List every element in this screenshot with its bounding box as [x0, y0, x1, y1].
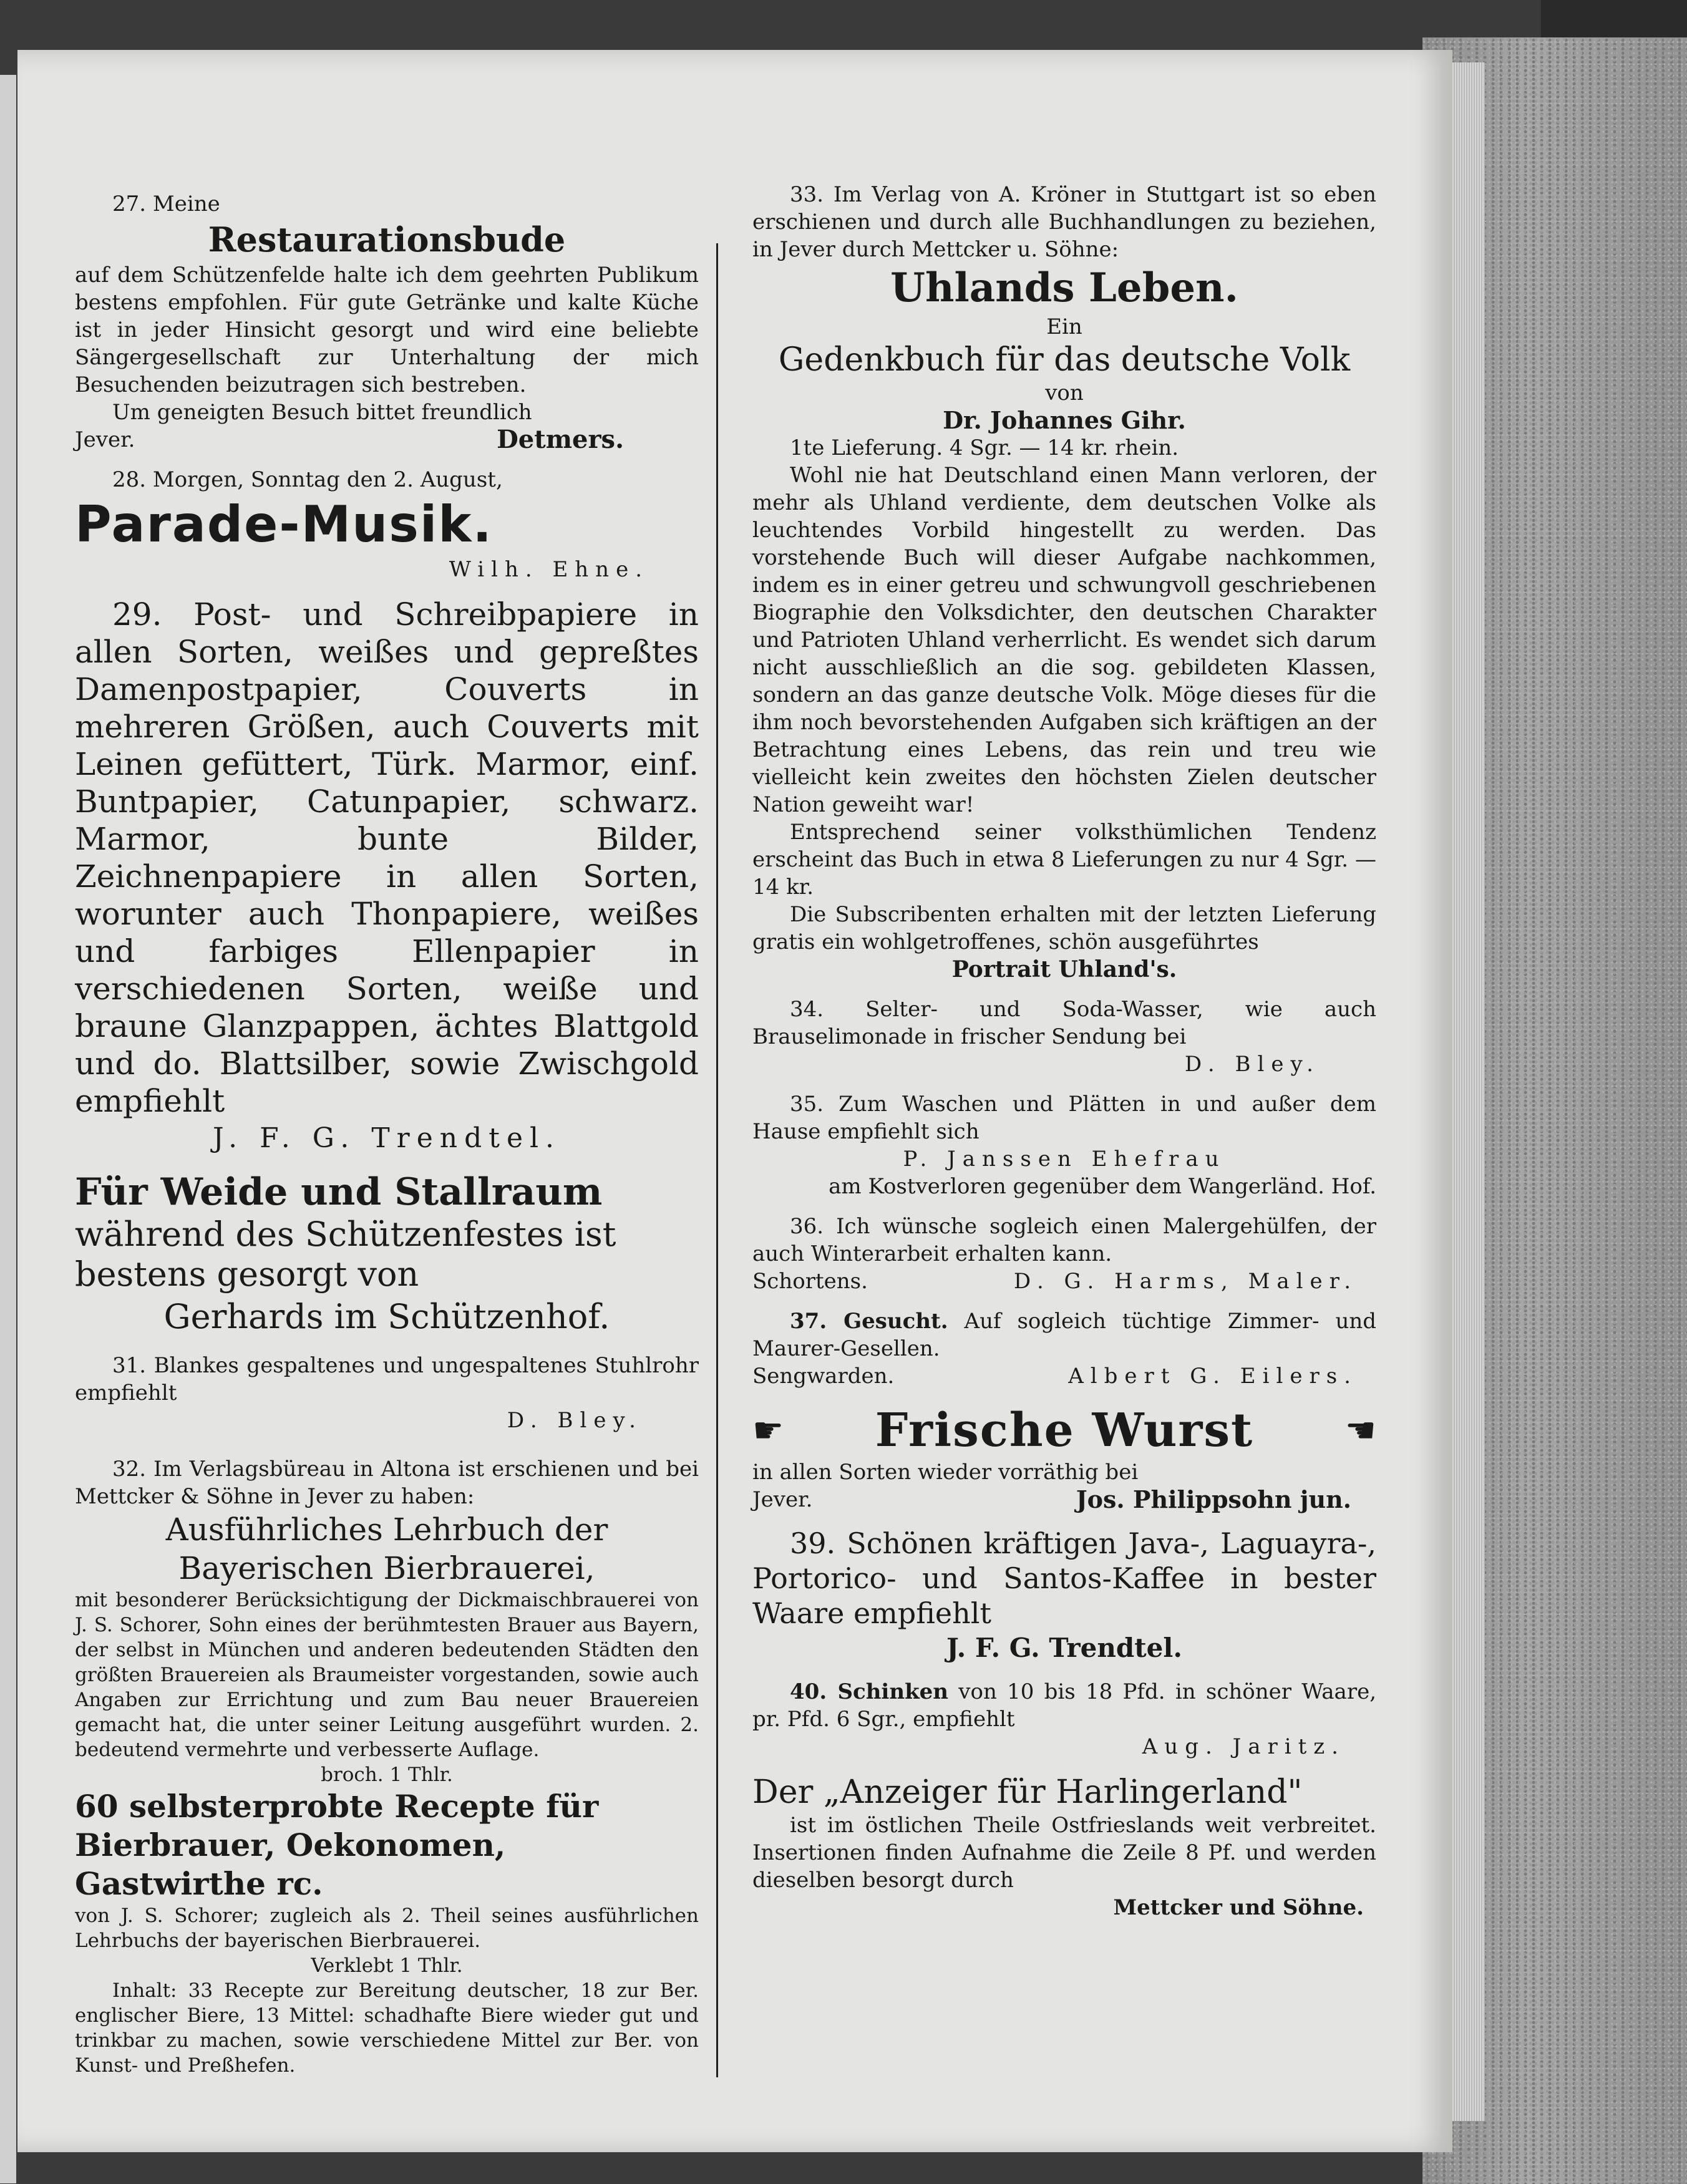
ad-33-subtitle: Gedenkbuch für das deutsche Volk [778, 341, 1351, 379]
left-column [75, 190, 699, 2078]
ad-37-signature: Albert G. Eilers. [1068, 1364, 1358, 1389]
ad-41-body: ist im östlichen Theile Ostfrieslands weit verbreitet. Insertionen finden Aufnahme die Zeile 8 Pf. und werden dieselben besorgt durch [752, 1813, 1376, 1893]
ad-37 [752, 1308, 1376, 1390]
ad-39-body: 39. Schönen kräftigen Java-, Laguayra-, Portorico- und Santos-Kaffee in bester Waare empfiehlt [752, 1526, 1376, 1630]
ad-27-closing: Um geneigten Besuch bittet freundlich [112, 400, 532, 425]
ad-28-signature: Wilh. Ehne. [449, 557, 649, 582]
ad-32-body2: von J. S. Schorer; zugleich als 2. Theil seines ausführlichen Lehrbuchs der bayerischen Bierbrauerei. [75, 1905, 699, 1952]
ad-30-title: Für Weide und Stallraum [75, 1170, 603, 1214]
ad-38-signature: Jos. Philippsohn jun. [1076, 1485, 1351, 1513]
ad-30-body: während des Schützenfestes ist bestens gesorgt von [75, 1215, 616, 1294]
ad-31-body: 31. Blankes gespaltenes und ungespaltenes Stuhlrohr empfiehlt [75, 1353, 699, 1405]
ad-32-title2: 60 selbsterprobte Recepte für Bierbrauer, Oekonomen, Gastwirthe rc. [75, 1788, 599, 1902]
ad-37-place: Sengwarden. [752, 1364, 895, 1389]
ad-39 [752, 1526, 1376, 1666]
ad-33-delivery: 1te Lieferung. 4 Sgr. — 14 kr. rhein. [790, 435, 1179, 460]
ad-27 [75, 190, 699, 454]
ad-38 [752, 1402, 1376, 1513]
pointing-hand-left-icon: ☚ [1344, 1410, 1376, 1451]
pointing-hand-right-icon: ☛ [752, 1410, 784, 1451]
ad-33-title: Uhlands Leben. [890, 265, 1238, 311]
ad-40-label: 40. Schinken [790, 1679, 948, 1704]
ad-31-signature: D. Bley. [507, 1408, 643, 1433]
ad-38-body: in allen Sorten wieder vorräthig bei [752, 1460, 1139, 1485]
ad-27-signature: Detmers. [497, 425, 624, 454]
ad-36-place: Schortens. [752, 1269, 868, 1294]
ad-34 [752, 996, 1376, 1078]
ad-28 [75, 466, 699, 583]
ad-32-body: mit besonderer Berücksichtigung der Dickmaischbrauerei von J. S. Schorer, Sohn eines der berühmtesten Brauer aus Bayern, der selbst in München und anderen bedeutenden Städten den größten Brauereien als Braumeister vorgestanden, sowie auch Angaben zur Errichtung und zum Bau neuer Brauereien gemacht hat, die unter seiner Leitung ausgeführt wurden. 2. bedeutend vermehrte und verbesserte Auflage. [75, 1589, 699, 1761]
ad-33-ein: Ein [1046, 314, 1082, 339]
ad-35-signature: P. Janssen Ehefrau [903, 1147, 1226, 1172]
ad-34-signature: D. Bley. [1184, 1052, 1320, 1077]
ad-33-body2: Entsprechend seiner volksthümlichen Tendenz erscheint das Buch in etwa 8 Lieferungen zu nur 4 Sgr. — 14 kr. [752, 820, 1376, 900]
ad-41-title: Der „Anzeiger für Harlingerland" [752, 1774, 1303, 1811]
ad-33-intro: 33. Im Verlag von A. Kröner in Stuttgart ist so eben erschienen und durch alle Buchhandlungen zu beziehen, in Jever durch Mettcker u. Söhne: [752, 182, 1376, 262]
ad-37-body: Auf sogleich tüchtige Zimmer- und Maurer-Gesellen. [752, 1309, 1377, 1361]
ad-33-body3: Die Subscribenten erhalten mit der letzten Lieferung gratis ein wohlgetroffenes, schön ausgeführtes [752, 902, 1376, 954]
ad-32 [75, 1455, 699, 2078]
ad-30 [75, 1170, 699, 1339]
ad-33-von: von [1045, 381, 1084, 405]
previous-page-edge [0, 75, 16, 2183]
ad-33-author: Dr. Johannes Gihr. [943, 406, 1186, 434]
ad-33-portrait: Portrait Uhland's. [951, 956, 1177, 983]
ad-28-title: Parade-Musik. [75, 495, 493, 553]
ad-36 [752, 1213, 1376, 1295]
ad-37-label: 37. Gesucht. [790, 1309, 948, 1334]
ad-35 [752, 1090, 1376, 1200]
ad-32-contents: Inhalt: 33 Recepte zur Bereitung deutscher, 18 zur Ber. englischer Biere, 13 Mittel: schadhafte Biere wieder gut und trinkbar zu machen, sowie verschiedene Mittel zur Ber. von Kunst- und Preßhefen. [75, 1979, 699, 2077]
ad-31 [75, 1352, 699, 1434]
ad-27-place: Jever. [75, 427, 135, 452]
ad-38-title: Frische Wurst [875, 1404, 1254, 1457]
ad-40-signature: Aug. Jaritz. [1142, 1734, 1345, 1759]
ad-33 [752, 181, 1376, 983]
ad-40-body: von 10 bis 18 Pfd. in schöner Waare, pr. Pfd. 6 Sgr., empfiehlt [752, 1679, 1377, 1732]
ad-27-intro: 27. Meine [112, 192, 220, 216]
ad-29-signature: J. F. G. Trendtel. [212, 1122, 562, 1154]
ad-32-price2: Verklebt 1 Thlr. [311, 1954, 463, 1977]
ad-40 [752, 1678, 1376, 1760]
ad-41 [752, 1773, 1376, 1921]
ad-35-address: am Kostverloren gegenüber dem Wangerländ. Hof. [829, 1174, 1376, 1199]
right-column [752, 181, 1376, 1921]
ad-38-place: Jever. [752, 1487, 813, 1512]
ad-30-signature: Gerhards im Schützenhof. [163, 1297, 610, 1336]
ad-34-body: 34. Selter- und Soda-Wasser, wie auch Brauselimonade in frischer Sendung bei [752, 997, 1376, 1049]
ad-28-intro: 28. Morgen, Sonntag den 2. August, [112, 467, 503, 492]
ad-36-signature: D. G. Harms, Maler. [1013, 1269, 1358, 1294]
ad-27-title: Restaurationsbude [208, 220, 566, 260]
ad-35-body: 35. Zum Waschen und Plätten in und außer dem Hause empfiehlt sich [752, 1092, 1376, 1144]
ad-41-signature: Mettcker und Söhne. [1113, 1895, 1364, 1920]
ad-32-title: Ausführliches Lehrbuch der Bayerischen Bierbrauerei, [165, 1512, 608, 1586]
newspaper-page [17, 50, 1452, 2152]
ad-36-body: 36. Ich wünsche sogleich einen Malergehülfen, der auch Winterarbeit erhalten kann. [752, 1214, 1376, 1266]
ad-39-signature: J. F. G. Trendtel. [946, 1633, 1182, 1663]
column-divider [716, 243, 718, 2077]
ad-27-body: auf dem Schützenfelde halte ich dem geehrten Publikum bestens empfohlen. Für gute Getränke und kalte Küche ist in jeder Hinsicht gesorgt und wird eine beliebte Sängergesellschaft zur Unterhaltung der mich Besuchenden beizutragen sich bestreben. [75, 263, 699, 397]
ad-32-price: broch. 1 Thlr. [321, 1764, 453, 1786]
ad-29-body: 29. Post- und Schreibpapiere in allen Sorten, weißes und gepreßtes Damenpostpapier, Couverts in mehreren Größen, auch Couverts mit Leinen gefüttert, Türk. Marmor, einf. Buntpapier, Catunpapier, schwarz. Marmor, bunte Bilder, Zeichnenpapiere in allen Sorten, worunter auch Thonpapiere, weißes und farbiges Ellenpapier in verschiedenen Sorten, weiße und braune Glanzpappen, ächtes Blattgold und do. Blattsilber, sowie Zwischgold empfiehlt [75, 596, 699, 1119]
ad-32-intro: 32. Im Verlagsbüreau in Altona ist erschienen und bei Mettcker & Söhne in Jever zu haben: [75, 1457, 699, 1509]
ad-29 [75, 596, 699, 1157]
ad-33-body1: Wohl nie hat Deutschland einen Mann verloren, der mehr als Uhland verdiente, dem deutschen Volke als leuchtendes Vorbild hingestellt zu werden. Das vorstehende Buch will dieser Aufgabe nachkommen, indem es in einer getreu und schwungvoll geschriebenen Biographie den Volksdichter, den deutschen Charakter und Patrioten Uhland verherrlicht. Es wendet sich darum nicht ausschließlich an die sog. gebildeten Klassen, sondern an das ganze deutsche Volk. Möge dieses für die ihm noch bevorstehenden Aufgaben sich kräftigen an der Betrachtung eines Lebens, das rein und treu wie vielleicht kein zweites den höchsten Zielen deutscher Nation geweiht war! [752, 463, 1376, 817]
